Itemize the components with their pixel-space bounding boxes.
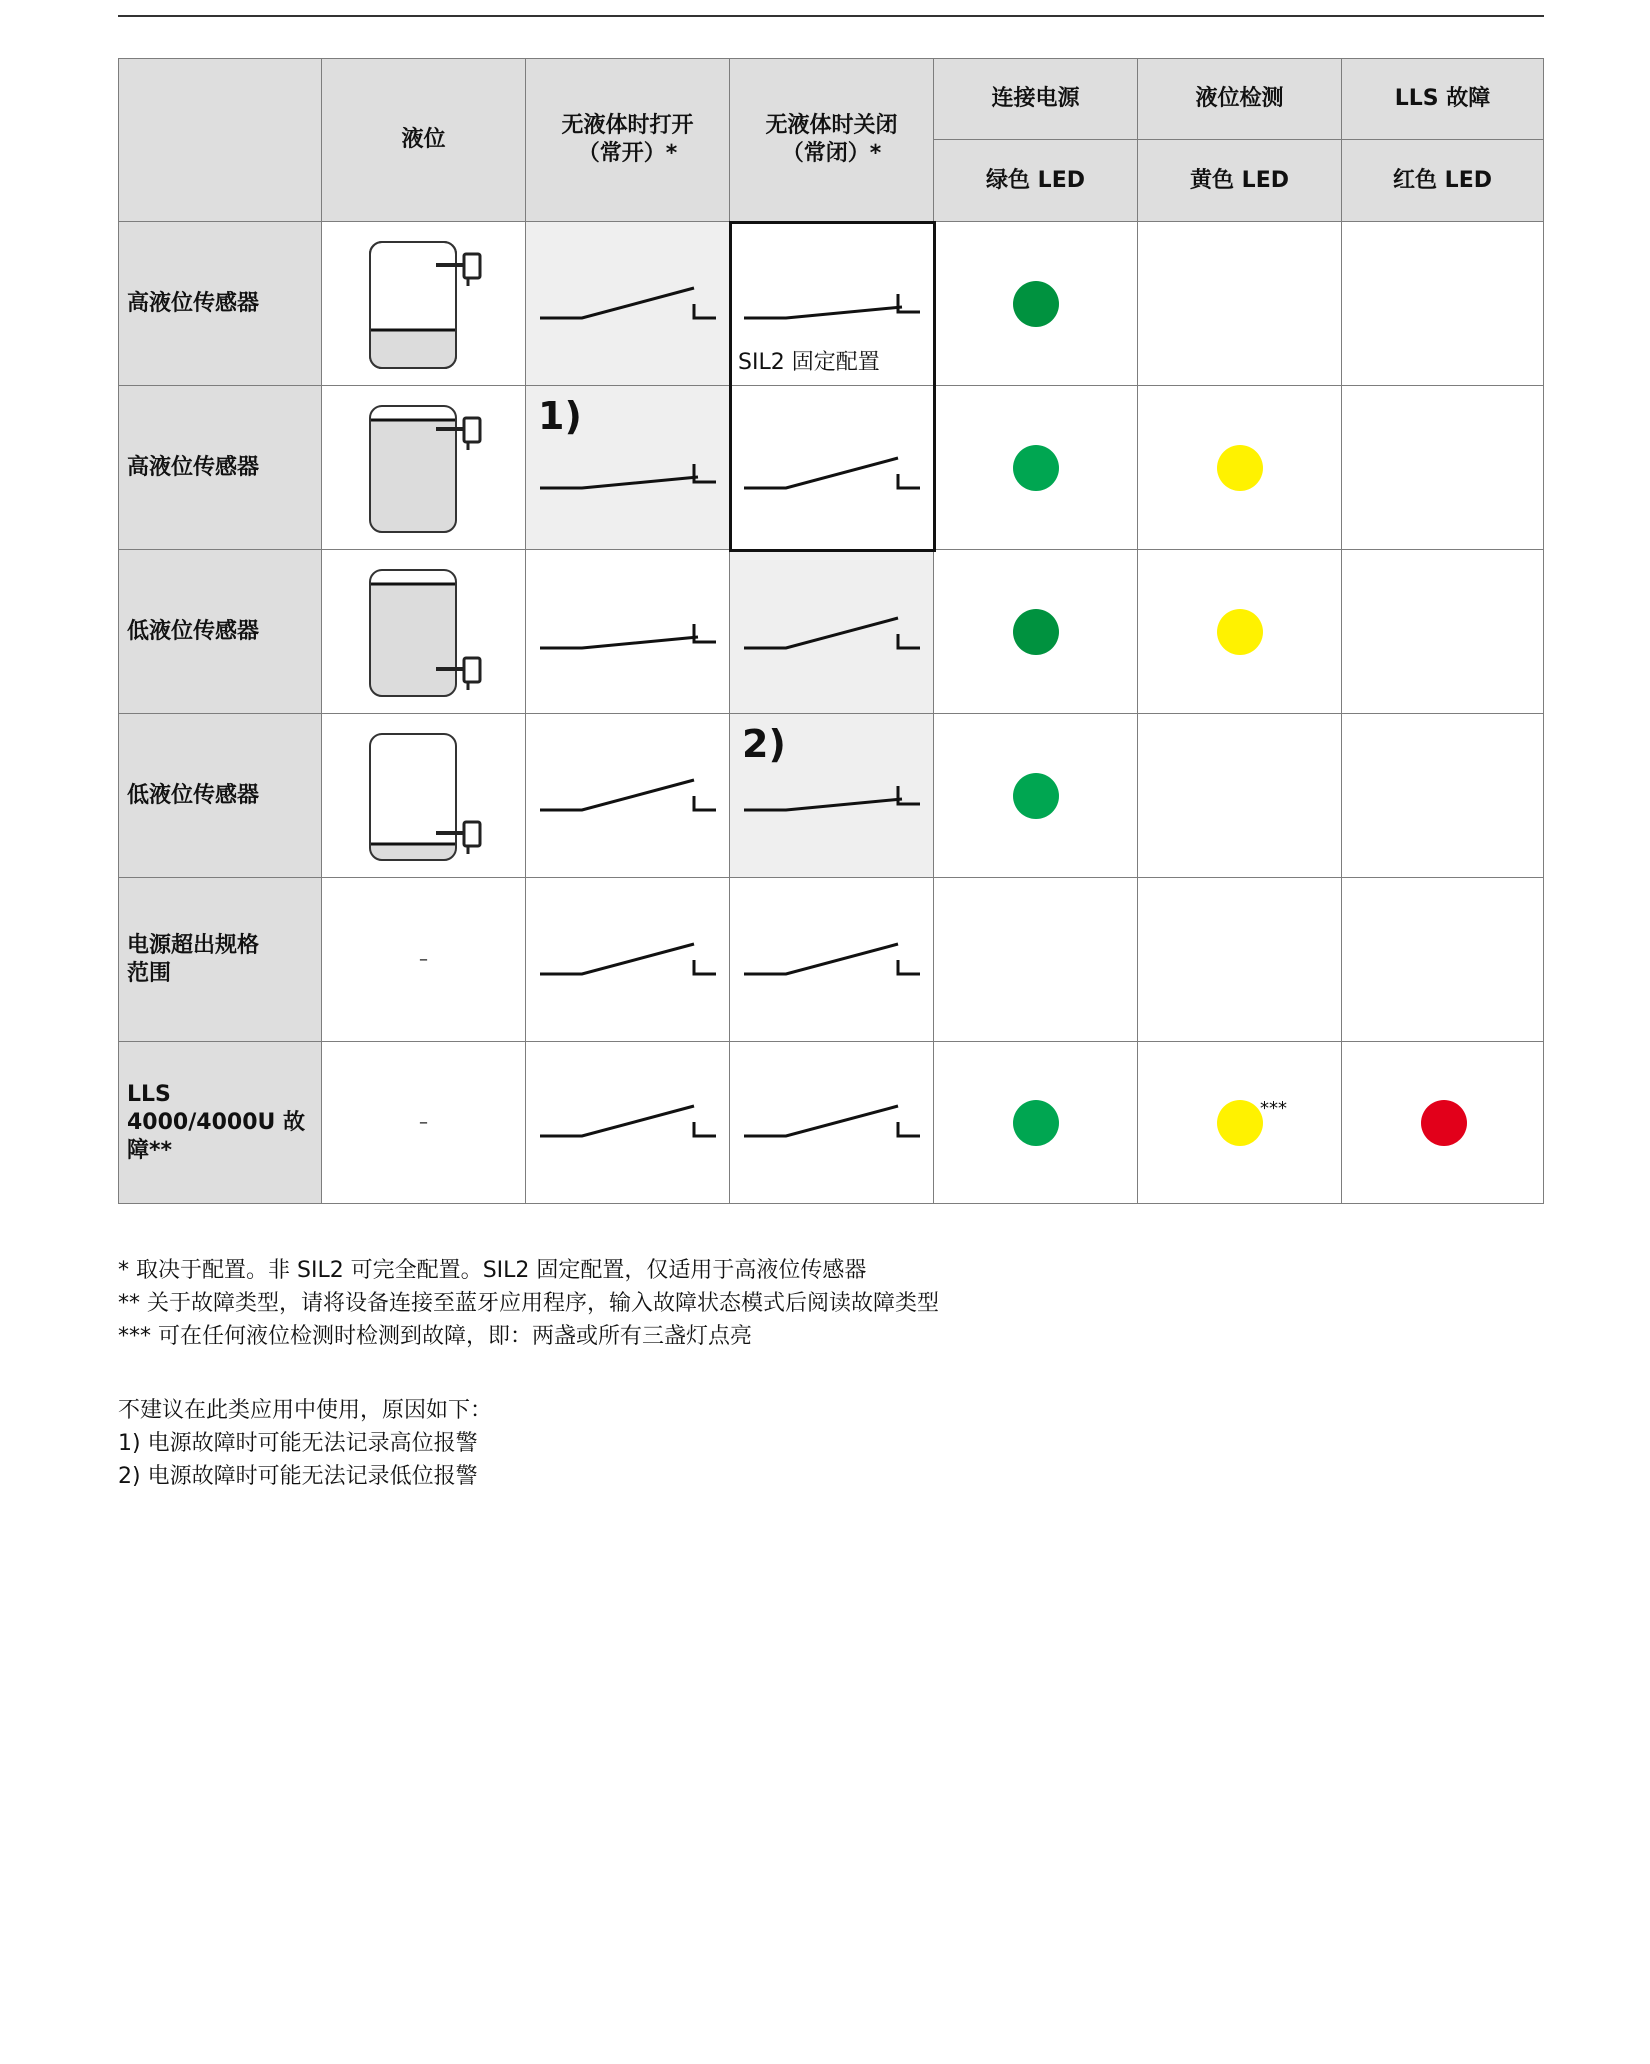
row-4-normally-open [526, 714, 730, 878]
footnote-2: ** 关于故障类型，请将设备连接至蓝牙应用程序，输入故障状态模式后阅读故障类型 [118, 1291, 939, 1316]
row-4-detect [1138, 714, 1342, 878]
header-green-led-text: 绿色 LED [986, 167, 1085, 193]
row-4-fault [1342, 714, 1544, 878]
row-3-label-text: 低液位传感器 [127, 618, 260, 644]
remark-heading: 不建议在此类应用中使用，原因如下： [118, 1398, 493, 1423]
row-3-level [322, 550, 526, 714]
marker-2: 2) [742, 722, 786, 766]
row-1-fault [1342, 222, 1544, 386]
switch-open-icon [742, 1100, 922, 1144]
row-6-level [322, 1042, 526, 1204]
green-led-on [1013, 609, 1059, 655]
header-normally-open-line1: 无液体时打开 [561, 112, 694, 138]
row-2-level [322, 386, 526, 550]
row-6-detect [1138, 1042, 1342, 1204]
green-led-on [1013, 1100, 1059, 1146]
row-4-power [934, 714, 1138, 878]
switch-open-icon [538, 1100, 718, 1144]
row-5-level-dash: – [419, 949, 428, 970]
green-led-on [1013, 445, 1059, 491]
yellow-led-on [1217, 445, 1263, 491]
tank-high-sensor-empty-icon [366, 238, 490, 372]
header-detect-text: 液位检测 [1195, 85, 1284, 111]
switch-closed-icon [538, 452, 718, 496]
switch-open-icon [538, 938, 718, 982]
header-normally-closed-line1: 无液体时关闭 [765, 112, 898, 138]
row-3-normally-open [526, 550, 730, 714]
footnote-1: * 取决于配置。非 SIL2 可完全配置。SIL2 固定配置，仅适用于高液位传感器 [118, 1258, 867, 1283]
row-6-normally-open [526, 1042, 730, 1204]
row-2-label-text: 高液位传感器 [127, 454, 260, 480]
header-level-text: 液位 [401, 126, 446, 152]
header-yellow-led [1138, 140, 1342, 222]
header-yellow-led-text: 黄色 LED [1190, 167, 1289, 193]
red-led-on [1421, 1100, 1467, 1146]
row-3-power [934, 550, 1138, 714]
header-normally-open [526, 58, 730, 222]
row-4-label [118, 714, 322, 878]
row-6-normally-closed [730, 1042, 934, 1204]
header-normally-closed [730, 58, 934, 222]
row-1-level [322, 222, 526, 386]
row-6-level-dash: – [419, 1112, 428, 1133]
row-2-detect [1138, 386, 1342, 550]
row-2-normally-closed [730, 386, 934, 550]
row-1-power [934, 222, 1138, 386]
row-1-label [118, 222, 322, 386]
remarks [118, 1394, 492, 1493]
tank-high-sensor-full-icon [366, 402, 490, 536]
row-1-normally-open [526, 222, 730, 386]
switch-open-icon [742, 612, 922, 656]
row-1-detect [1138, 222, 1342, 386]
switch-closed-icon [538, 612, 718, 656]
header-power [934, 58, 1138, 140]
row-6-fault [1342, 1042, 1544, 1204]
switch-open-icon [538, 774, 718, 818]
row-2-label [118, 386, 322, 550]
row-5-normally-open [526, 878, 730, 1042]
header-corner [118, 58, 322, 222]
row-6-label [118, 1042, 322, 1204]
switch-open-icon [538, 282, 718, 326]
row-3-label [118, 550, 322, 714]
row-3-normally-closed [730, 550, 934, 714]
remark-2: 2) 电源故障时可能无法记录低位报警 [118, 1464, 478, 1489]
switch-closed-icon [742, 774, 922, 818]
green-led-on [1013, 773, 1059, 819]
row-4-level [322, 714, 526, 878]
status-table [118, 58, 1544, 1204]
sil2-fixed-config-label: SIL2 固定配置 [732, 348, 886, 378]
header-normally-open-line2: （常开）* [577, 140, 678, 166]
switch-open-icon [742, 938, 922, 982]
row-5-fault [1342, 878, 1544, 1042]
row-3-fault [1342, 550, 1544, 714]
header-green-led [934, 140, 1138, 222]
tank-low-sensor-empty-icon [366, 730, 490, 864]
row-1-label-text: 高液位传感器 [127, 290, 260, 316]
header-fault [1342, 58, 1544, 140]
tank-low-sensor-full-icon [366, 566, 490, 700]
row-5-label [118, 878, 322, 1042]
row-6-power [934, 1042, 1138, 1204]
switch-closed-icon [742, 282, 922, 326]
yellow-led-on [1217, 1100, 1263, 1146]
row-5-detect [1138, 878, 1342, 1042]
footnote-3: *** 可在任何液位检测时检测到故障，即：两盏或所有三盏灯点亮 [118, 1324, 752, 1349]
row-2-fault [1342, 386, 1544, 550]
header-fault-text: LLS 故障 [1394, 85, 1491, 111]
row-5-label-text: 电源超出规格范围 [127, 932, 260, 986]
row-3-detect [1138, 550, 1342, 714]
row-2-power [934, 386, 1138, 550]
green-led-on [1013, 281, 1059, 327]
header-normally-closed-line2: （常闭）* [781, 140, 882, 166]
header-detect [1138, 58, 1342, 140]
detect-note-stars: *** [1260, 1098, 1287, 1119]
yellow-led-on [1217, 609, 1263, 655]
row-6-label-text: LLS 4000/4000U 故障** [127, 1081, 306, 1163]
row-4-label-text: 低液位传感器 [127, 782, 260, 808]
switch-open-icon [742, 452, 922, 496]
header-level [322, 58, 526, 222]
marker-1: 1) [538, 394, 582, 438]
row-5-normally-closed [730, 878, 934, 1042]
footnotes [118, 1254, 939, 1353]
header-power-text: 连接电源 [991, 85, 1080, 111]
top-rule [118, 15, 1544, 17]
header-red-led [1342, 140, 1544, 222]
header-red-led-text: 红色 LED [1393, 167, 1492, 193]
remark-1: 1) 电源故障时可能无法记录高位报警 [118, 1431, 478, 1456]
row-5-power [934, 878, 1138, 1042]
row-5-level [322, 878, 526, 1042]
